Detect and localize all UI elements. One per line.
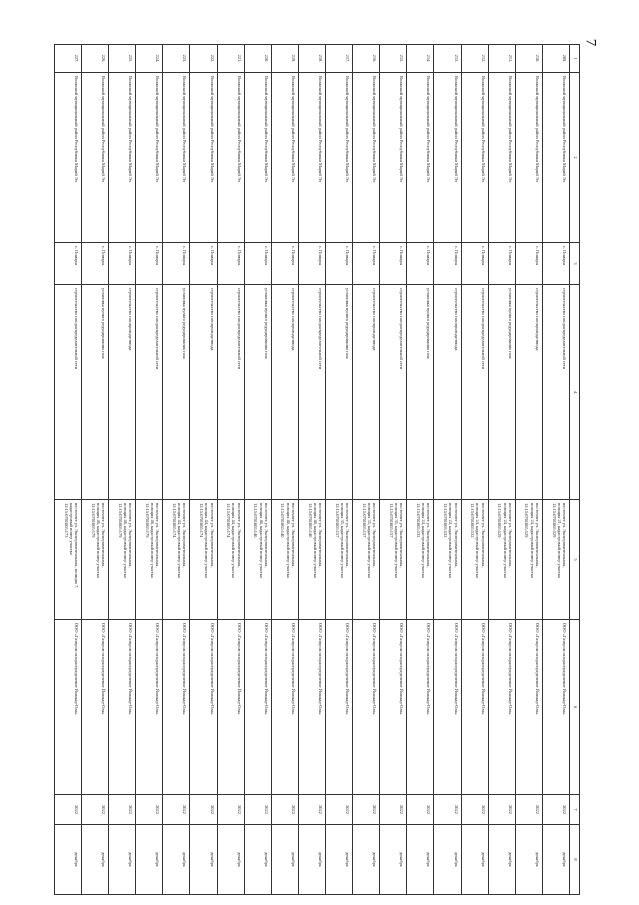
row-number: 211. <box>489 45 515 73</box>
settlement-cell: с. Помары <box>407 243 433 285</box>
object-cell: строительство газораспределительной сети <box>218 285 244 500</box>
object-cell: строительство газораспределительной сети <box>380 285 406 500</box>
object-cell: строительство газораспределительной сети <box>462 285 488 500</box>
table-row <box>433 45 460 895</box>
settlement-cell: с. Помары <box>82 243 108 285</box>
month-cell: декабрь <box>299 825 325 895</box>
district-cell: Волжский муниципальный район Республики Марий Эл <box>326 73 352 243</box>
table-row <box>298 45 325 895</box>
month-cell: декабрь <box>489 825 515 895</box>
table-row <box>244 45 271 895</box>
row-number: 218. <box>299 45 325 73</box>
row-number: 224. <box>136 45 162 73</box>
year-cell: 2022 <box>245 795 271 825</box>
owner-cell: ООО «Газпром газораспределение Йошкар-Ола» <box>434 620 460 795</box>
month-cell: декабрь <box>82 825 108 895</box>
object-cell: строительство газопровода-ввода <box>353 285 379 500</box>
column-header: 5 <box>570 500 579 620</box>
object-cell: строительство газопровода-ввода <box>272 285 298 500</box>
row-number: 214. <box>407 45 433 73</box>
object-cell: установка пункта редуцирования газа <box>245 285 271 500</box>
year-cell: 2022 <box>326 795 352 825</box>
object-cell: строительство газопровода-ввода <box>434 285 460 500</box>
settlement-cell: с. Помары <box>218 243 244 285</box>
settlement-cell: с. Помары <box>272 243 298 285</box>
location-cell: восточнее ул. Экспериментальная, позиция 35, кадастровый номер участка 12:15:0701005:157 <box>326 500 352 620</box>
owner-cell: ООО «Газпром газораспределение Йошкар-Ола» <box>109 620 135 795</box>
object-cell: строительство газопровода-ввода <box>109 285 135 500</box>
location-cell: восточнее ул. Экспериментальная, позиция 46, кадастровый номер участка 12:15:0701005:179 <box>109 500 135 620</box>
month-cell: декабрь <box>190 825 216 895</box>
location-cell: восточнее ул. Экспериментальная, позиция 24, кадастровый номер участка 12:15:0701005:532 <box>407 500 433 620</box>
settlement-cell: с. Помары <box>380 243 406 285</box>
year-cell: 2022 <box>543 795 569 825</box>
year-cell: 2022 <box>462 795 488 825</box>
column-header: 7 <box>570 795 579 825</box>
settlement-cell: с. Помары <box>516 243 542 285</box>
location-cell: восточнее ул. Экспериментальная, позиция 44, кадастровый номер участка 12:15:0701005:174 <box>163 500 189 620</box>
district-cell: Волжский муниципальный район Республики Марий Эл <box>353 73 379 243</box>
location-cell: восточнее ул. Экспериментальная, позиция 40, кадастровый номер участка 12:15:0701005:140 <box>272 500 298 620</box>
location-cell: восточнее ул. Экспериментальная, позиция 40, кадастровый номер участка 12:15:0701005:140 <box>299 500 325 620</box>
owner-cell: ООО «Газпром газораспределение Йошкар-Ола» <box>218 620 244 795</box>
month-cell: декабрь <box>136 825 162 895</box>
row-number: 220. <box>245 45 271 73</box>
table-row <box>325 45 352 895</box>
month-cell: декабрь <box>163 825 189 895</box>
location-cell: восточнее ул. Экспериментальная, позиция 46, кадастровый номер участка 12:15:0701005:179 <box>136 500 162 620</box>
year-cell: 2022 <box>353 795 379 825</box>
year-cell: 2022 <box>434 795 460 825</box>
column-header: 2 <box>570 73 579 243</box>
owner-cell: ООО «Газпром газораспределение Йошкар-Ола» <box>190 620 216 795</box>
location-cell: восточнее ул. Экспериментальная, позиция 35, кадастровый номер участка 12:15:0701005:157 <box>380 500 406 620</box>
column-header: 6 <box>570 620 579 795</box>
row-number: 213. <box>434 45 460 73</box>
month-cell: декабрь <box>353 825 379 895</box>
owner-cell: ООО «Газпром газораспределение Йошкар-Ола» <box>326 620 352 795</box>
table-row <box>81 45 108 895</box>
settlement-cell: с. Помары <box>55 243 81 285</box>
year-cell: 2022 <box>272 795 298 825</box>
owner-cell: ООО «Газпром газораспределение Йошкар-Ола» <box>489 620 515 795</box>
column-header: 8 <box>570 825 579 895</box>
location-cell: восточнее ул. Экспериментальная, позиция 24, кадастровый номер участка 12:15:0701005:532 <box>434 500 460 620</box>
owner-cell: ООО «Газпром газораспределение Йошкар-Ола» <box>516 620 542 795</box>
row-number: 223. <box>163 45 189 73</box>
row-number: 212. <box>462 45 488 73</box>
row-number: 215. <box>380 45 406 73</box>
row-number: 219. <box>272 45 298 73</box>
row-number: 217. <box>326 45 352 73</box>
table-container <box>55 44 639 867</box>
object-cell: установка пункта редуцирования газа <box>407 285 433 500</box>
location-cell: восточнее ул. Экспериментальная, позиция 35, кадастровый номер участка 12:15:0701005:157 <box>353 500 379 620</box>
year-cell: 2022 <box>55 795 81 825</box>
district-cell: Волжский муниципальный район Республики Марий Эл <box>489 73 515 243</box>
owner-cell: ООО «Газпром газораспределение Йошкар-Ола» <box>55 620 81 795</box>
district-cell: Волжский муниципальный район Республики Марий Эл <box>462 73 488 243</box>
table-row <box>406 45 433 895</box>
month-cell: декабрь <box>109 825 135 895</box>
object-cell: строительство газораспределительной сети <box>55 285 81 500</box>
location-cell: восточнее ул. Экспериментальная, позиция 21, кадастровый номер участка 12:15:0701005:529 <box>543 500 569 620</box>
settlement-cell: с. Помары <box>462 243 488 285</box>
month-cell: декабрь <box>55 825 81 895</box>
object-cell: строительство газораспределительной сети <box>543 285 569 500</box>
district-cell: Волжский муниципальный район Республики Марий Эл <box>190 73 216 243</box>
year-cell: 2022 <box>136 795 162 825</box>
location-cell: восточнее ул. Экспериментальная, позиция 24, кадастровый номер участка 12:15:0701005:529 <box>489 500 515 620</box>
district-cell: Волжский муниципальный район Республики Марий Эл <box>245 73 271 243</box>
settlement-cell: с. Помары <box>489 243 515 285</box>
location-cell: восточнее ул. Экспериментальная, позиция 46, кадастровый номер участка 12:15:0701005:179 <box>82 500 108 620</box>
settlement-cell: с. Помары <box>136 243 162 285</box>
object-cell: строительство газораспределительной сети <box>299 285 325 500</box>
owner-cell: ООО «Газпром газораспределение Йошкар-Ола» <box>82 620 108 795</box>
year-cell: 2022 <box>190 795 216 825</box>
district-cell: Волжский муниципальный район Республики Марий Эл <box>434 73 460 243</box>
district-cell: Волжский муниципальный район Республики Марий Эл <box>272 73 298 243</box>
object-cell: строительство газопровода-ввода <box>516 285 542 500</box>
object-cell: строительство газораспределительной сети <box>136 285 162 500</box>
settlement-cell: с. Помары <box>109 243 135 285</box>
table-row <box>271 45 298 895</box>
district-cell: Волжский муниципальный район Республики Марий Эл <box>516 73 542 243</box>
owner-cell: ООО «Газпром газораспределение Йошкар-Ола» <box>462 620 488 795</box>
table-row <box>135 45 162 895</box>
object-cell: установка пункта редуцирования газа <box>82 285 108 500</box>
owner-cell: ООО «Газпром газораспределение Йошкар-Ола» <box>272 620 298 795</box>
district-cell: Волжский муниципальный район Республики Марий Эл <box>136 73 162 243</box>
row-number: 225. <box>109 45 135 73</box>
table-header-row <box>569 45 579 895</box>
settlement-cell: с. Помары <box>299 243 325 285</box>
month-cell: декабрь <box>407 825 433 895</box>
table-row <box>189 45 216 895</box>
object-cell: установка пункта редуцирования газа <box>163 285 189 500</box>
district-cell: Волжский муниципальный район Республики Марий Эл <box>163 73 189 243</box>
row-number: 221. <box>218 45 244 73</box>
month-cell: декабрь <box>218 825 244 895</box>
settlement-cell: с. Помары <box>543 243 569 285</box>
district-cell: Волжский муниципальный район Республики Марий Эл <box>55 73 81 243</box>
owner-cell: ООО «Газпром газораспределение Йошкар-Ола» <box>299 620 325 795</box>
owner-cell: ООО «Газпром газораспределение Йошкар-Ола» <box>353 620 379 795</box>
table-row <box>542 45 569 895</box>
year-cell: 2022 <box>489 795 515 825</box>
table-row <box>217 45 244 895</box>
district-cell: Волжский муниципальный район Республики Марий Эл <box>543 73 569 243</box>
district-cell: Волжский муниципальный район Республики Марий Эл <box>218 73 244 243</box>
year-cell: 2022 <box>109 795 135 825</box>
settlement-cell: с. Помары <box>190 243 216 285</box>
district-cell: Волжский муниципальный район Республики Марий Эл <box>109 73 135 243</box>
owner-cell: ООО «Газпром газораспределение Йошкар-Ола» <box>245 620 271 795</box>
location-cell: восточнее ул. Экспериментальная, позиция 44, кадастровый номер участка 12:15:0701005:174 <box>218 500 244 620</box>
owner-cell: ООО «Газпром газораспределение Йошкар-Ола» <box>136 620 162 795</box>
table-row <box>488 45 515 895</box>
settlement-cell: с. Помары <box>326 243 352 285</box>
settlement-cell: с. Помары <box>353 243 379 285</box>
location-cell: восточнее ул. Экспериментальная, позиция 7, кадастровый номер участка 12:15:0701005:173 <box>55 500 81 620</box>
table-row <box>54 45 81 895</box>
district-cell: Волжский муниципальный район Республики Марий Эл <box>299 73 325 243</box>
table-row <box>461 45 488 895</box>
settlement-cell: с. Помары <box>163 243 189 285</box>
table-row <box>515 45 542 895</box>
month-cell: декабрь <box>245 825 271 895</box>
year-cell: 2022 <box>516 795 542 825</box>
month-cell: декабрь <box>543 825 569 895</box>
district-cell: Волжский муниципальный район Республики Марий Эл <box>380 73 406 243</box>
row-number: 209. <box>543 45 569 73</box>
year-cell: 2022 <box>82 795 108 825</box>
location-cell: восточнее ул. Экспериментальная, позиция 24, кадастровый номер участка 12:15:0701005:529 <box>516 500 542 620</box>
location-cell: восточнее ул. Экспериментальная, позиция 40, кадастровый номер участка 12:15:0701005:140 <box>245 500 271 620</box>
month-cell: декабрь <box>326 825 352 895</box>
year-cell: 2022 <box>380 795 406 825</box>
table-row <box>108 45 135 895</box>
owner-cell: ООО «Газпром газораспределение Йошкар-Ола» <box>543 620 569 795</box>
row-number: 216. <box>353 45 379 73</box>
table-row <box>379 45 406 895</box>
month-cell: декабрь <box>272 825 298 895</box>
data-table <box>54 44 580 895</box>
owner-cell: ООО «Газпром газораспределение Йошкар-Ола» <box>380 620 406 795</box>
column-header: 1 <box>570 45 579 73</box>
page-number: 7 <box>582 38 599 47</box>
row-number: 210. <box>516 45 542 73</box>
column-header: 4 <box>570 285 579 500</box>
year-cell: 2022 <box>218 795 244 825</box>
month-cell: декабрь <box>462 825 488 895</box>
column-header: 3 <box>570 243 579 285</box>
month-cell: декабрь <box>434 825 460 895</box>
object-cell: установка пункта редуцирования газа <box>489 285 515 500</box>
month-cell: декабрь <box>380 825 406 895</box>
owner-cell: ООО «Газпром газораспределение Йошкар-Ола» <box>163 620 189 795</box>
row-number: 226. <box>82 45 108 73</box>
district-cell: Волжский муниципальный район Республики Марий Эл <box>407 73 433 243</box>
row-number: 227. <box>55 45 81 73</box>
location-cell: восточнее ул. Экспериментальная, позиция 24, кадастровый номер участка 12:15:0701005:532 <box>462 500 488 620</box>
object-cell: установка пункта редуцирования газа <box>326 285 352 500</box>
year-cell: 2022 <box>163 795 189 825</box>
year-cell: 2022 <box>299 795 325 825</box>
year-cell: 2022 <box>407 795 433 825</box>
row-number: 222. <box>190 45 216 73</box>
owner-cell: ООО «Газпром газораспределение Йошкар-Ола» <box>407 620 433 795</box>
settlement-cell: с. Помары <box>434 243 460 285</box>
location-cell: восточнее ул. Экспериментальная, позиция 44, кадастровый номер участка 12:15:0701005:174 <box>190 500 216 620</box>
month-cell: декабрь <box>516 825 542 895</box>
object-cell: строительство газопровода-ввода <box>190 285 216 500</box>
district-cell: Волжский муниципальный район Республики Марий Эл <box>82 73 108 243</box>
table-row <box>352 45 379 895</box>
settlement-cell: с. Помары <box>245 243 271 285</box>
table-row <box>162 45 189 895</box>
